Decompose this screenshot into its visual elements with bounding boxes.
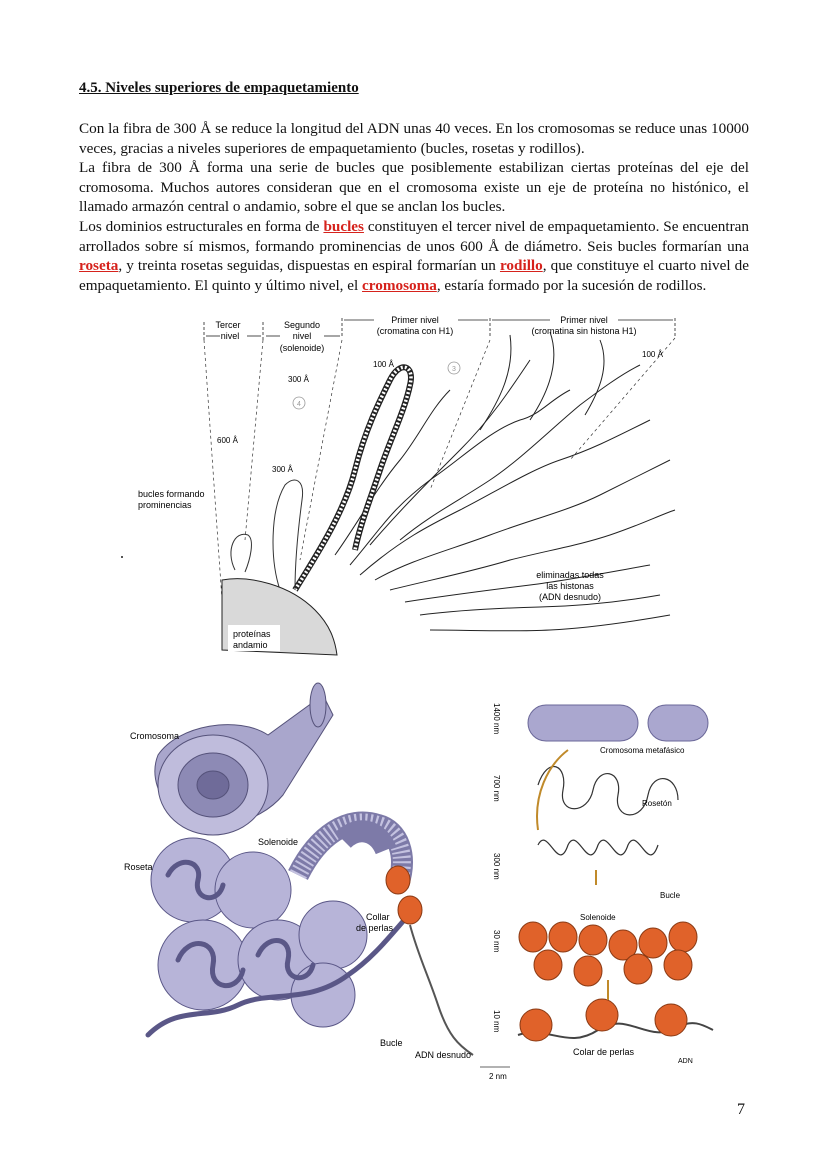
- compaction-figure: [118, 675, 718, 1085]
- stray-mark: [121, 556, 123, 558]
- label-tercer-2: nivel: [220, 331, 240, 341]
- label-adn-desnudo: ADN desnudo: [415, 1050, 472, 1060]
- label-primer-a-2: (cromatina con H1): [376, 326, 454, 336]
- side-scale: [492, 703, 501, 1033]
- side-30: 30 nm: [492, 930, 501, 953]
- side-10: 10 nm: [492, 1010, 501, 1033]
- label-collar-2: de perlas: [356, 923, 394, 933]
- label-bucles-1: bucles formando: [138, 489, 205, 499]
- label-roseta: Roseta: [124, 862, 153, 872]
- paragraph-3-text-1: Los dominios estructurales en forma de: [79, 217, 324, 235]
- bead-collar: [386, 866, 473, 1055]
- paragraph-2: La fibra de 300 Å forma una serie de bucles que posiblemente estabilizan ciertas proteínas del eje del cromosoma. Muchos autores consideran que en el cromosoma existe un eje de proteína no histónico, el llamado armazón central o andamio, sobre el que se anclan los bucles.: [79, 159, 749, 216]
- label-primer-b-1: Primer nivel: [560, 315, 608, 325]
- paragraph-3-text-3: , y treinta rosetas seguidas, dispuestas en espiral formarían un: [118, 257, 500, 275]
- label-primer-a-1: Primer nivel: [391, 315, 439, 325]
- side-300: 300 nm: [492, 853, 501, 880]
- paragraph-3: [79, 217, 749, 295]
- label-bucle-left: Bucle: [380, 1038, 403, 1048]
- metaphase-chromosome: [528, 705, 708, 741]
- chromosome-cone: [155, 683, 333, 835]
- label-proteinas-2: andamio: [233, 640, 268, 650]
- dim-600: 600 Å: [217, 436, 238, 445]
- label-2nm: 2 nm: [489, 1072, 507, 1081]
- naked-dna-strands: [335, 332, 675, 631]
- label-tercer-1: Tercer: [215, 320, 241, 330]
- solenoid-row: [519, 922, 697, 986]
- dim-300a: 300 Å: [288, 375, 309, 384]
- label-eliminadas-1: eliminadas todas: [536, 570, 604, 580]
- keyword-bucles: bucles: [323, 217, 364, 235]
- label-cromosoma: Cromosoma: [130, 731, 180, 741]
- keyword-cromosoma: cromosoma: [362, 276, 437, 294]
- chromatin-levels-svg: [130, 310, 680, 660]
- solenoid-bead-strand: [295, 367, 411, 590]
- keyword-roseta: roseta: [79, 257, 119, 275]
- page-number: 7: [737, 1101, 745, 1118]
- label-eliminadas-2: las histonas: [546, 581, 594, 591]
- paragraph-1: Con la fibra de 300 Å se reduce la longitud del ADN unas 40 veces. En los cromosomas se reduce unas 10000 veces, gracias a niveles superiores de empaquetamiento (bucles, rosetas y rodillos).: [79, 120, 749, 157]
- label-roseton: Rosetón: [642, 799, 672, 808]
- section-heading: 4.5. Niveles superiores de empaquetamiento: [79, 80, 359, 96]
- label-segundo-1: Segundo: [283, 320, 321, 330]
- label-primer-b-2: (cromatina sin histona H1): [531, 326, 637, 336]
- side-700: 700 nm: [492, 775, 501, 802]
- label-segundo-2: nivel: [292, 331, 312, 341]
- dim-300b: 300 Å: [272, 465, 293, 474]
- label-solenoide-right: Solenoide: [580, 913, 616, 922]
- paragraph-3-text-4: , que constituye el cuarto nivel de empaquetamiento. El quinto y último nivel, el: [79, 257, 749, 294]
- label-segundo-3: (solenoide): [279, 343, 325, 353]
- dim-100a: 100 Å: [373, 360, 394, 369]
- label-bucle-right: Bucle: [660, 891, 681, 900]
- label-solenoide: Solenoide: [258, 837, 299, 847]
- paragraph-3-text-2: constituyen el tercer nivel de empaquetamiento. Se encuentran arrollados sobre sí mismos, formando prominencias de unos 600 Å de diámetro. Seis bucles formarían una: [79, 217, 749, 255]
- paragraph-3-text-5: , estaría formado por la sucesión de rodillos.: [436, 276, 707, 294]
- label-eliminadas-3: (ADN desnudo): [538, 592, 602, 602]
- chromatin-levels-figure: [130, 310, 680, 660]
- label-collar-perlas: Colar de perlas: [573, 1047, 635, 1057]
- nucleosome-beads: [520, 999, 687, 1041]
- marker-4: 4: [297, 401, 301, 408]
- body-text: [79, 119, 749, 295]
- side-1400: 1400 nm: [492, 703, 501, 735]
- bucle-wave: [538, 840, 658, 855]
- label-cromosoma-metafasico: Cromosoma metafásico: [600, 746, 685, 755]
- label-bucles-2: prominencias: [138, 500, 192, 510]
- dim-100b: 100 Å: [642, 350, 663, 359]
- loop-drawings: [231, 480, 303, 590]
- compaction-svg: [118, 675, 718, 1085]
- label-proteinas-1: proteínas: [233, 629, 271, 639]
- keyword-rodillo: rodillo: [499, 257, 543, 275]
- marker-3: 3: [452, 366, 456, 373]
- label-adn: ADN: [678, 1058, 693, 1065]
- label-collar-1: Collar: [366, 912, 390, 922]
